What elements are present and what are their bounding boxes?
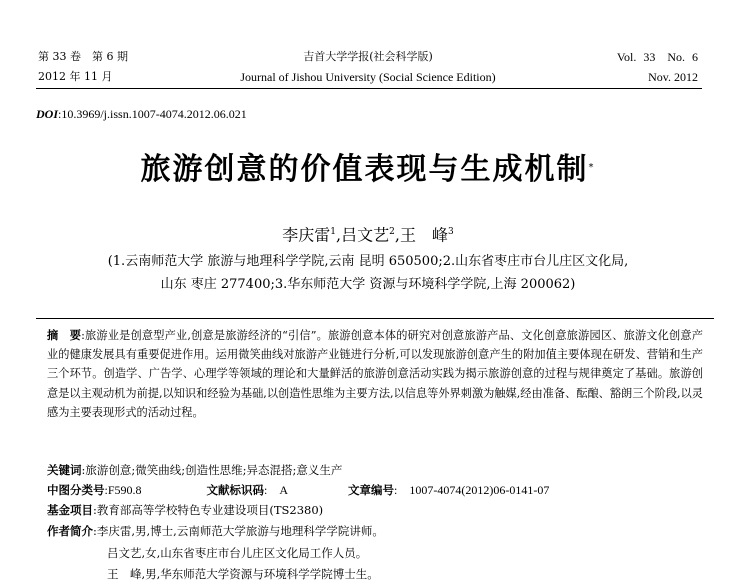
header-rule bbox=[36, 88, 702, 89]
author-name: 李庆雷 bbox=[282, 225, 331, 245]
volume-issue-en: Vol. 33 No. 6 bbox=[616, 50, 698, 64]
author-name: 吕文艺 bbox=[341, 225, 390, 245]
title-footnote-mark: * bbox=[588, 162, 596, 173]
paper-title-text: 旅游创意的价值表现与生成机制 bbox=[140, 152, 589, 187]
keywords-label: 关键词 bbox=[47, 463, 82, 477]
journal-name-en: Journal of Jishou University (Social Science Edition) bbox=[240, 70, 496, 84]
author-bio-3: 王 峰,男,华东师范大学资源与环境科学学院博士生。 bbox=[107, 567, 379, 581]
classification-line bbox=[47, 482, 549, 498]
article-number-value: : 1007-4074(2012)06-0141-07 bbox=[394, 483, 550, 497]
abstract-label: 摘 要 bbox=[47, 329, 82, 342]
doc-code-label: 文献标识码 bbox=[206, 483, 265, 497]
doc-code-value: : A bbox=[264, 483, 289, 497]
fund-text: :教育部高等学校特色专业建设项目(TS2380) bbox=[93, 503, 324, 517]
volume-issue-cn: 第 33 卷 第 6 期 bbox=[38, 50, 128, 63]
abstract bbox=[47, 326, 703, 422]
keywords-text: :旅游创意;微笑曲线;创造性思维;异态混搭;意义生产 bbox=[81, 463, 343, 477]
date-en: Nov. 2012 bbox=[648, 70, 698, 84]
fund-label: 基金项目 bbox=[47, 503, 93, 517]
keywords bbox=[47, 462, 342, 478]
author-affiliation-mark: 1 bbox=[330, 227, 337, 237]
paper-title bbox=[0, 150, 736, 190]
affiliations-line-2: 山东 枣庄 277400;3.华东师范大学 资源与环境科学学院,上海 200062) bbox=[160, 277, 576, 292]
clc-label: 中图分类号 bbox=[47, 483, 105, 497]
affiliations-line-1: (1.云南师范大学 旅游与地理科学学院,云南 昆明 650500;2.山东省枣庄市台儿庄区文化局, bbox=[107, 254, 629, 269]
fund-project bbox=[47, 502, 323, 518]
bios-label: 作者简介 bbox=[47, 524, 93, 538]
doi-value: :10.3969/j.issn.1007-4074.2012.06.021 bbox=[58, 107, 247, 121]
doi-label: DOI bbox=[36, 107, 59, 121]
author-name: 王 峰 bbox=[399, 225, 448, 245]
abstract-rule bbox=[36, 318, 714, 319]
bio-text: :李庆雷,男,博士,云南师范大学旅游与地理科学学院讲师。 bbox=[93, 524, 384, 538]
article-number-label: 文章编号 bbox=[348, 483, 395, 497]
author-list: 李庆雷$^1$,吕文艺$^2$,王 峰$^3$ bbox=[282, 225, 454, 245]
journal-name-cn: 吉首大学学报(社会科学版) bbox=[303, 50, 433, 63]
author-bio-1 bbox=[47, 523, 384, 539]
author-affiliation-mark: 2 bbox=[389, 227, 395, 237]
doi-line bbox=[36, 107, 247, 122]
clc-value: :F590.8 bbox=[104, 483, 142, 497]
author-bio-2: 吕文艺,女,山东省枣庄市台儿庄区文化局工作人员。 bbox=[107, 546, 368, 560]
abstract-text: :旅游业是创意型产业,创意是旅游经济的“引信”。旅游创意本体的研究对创意旅游产品、文化创意旅游园区、旅游文化创意产业的健康发展具有重要促进作用。运用微笑曲线对旅游产业链进行分析,可以发现旅游创意产生的附加值主要体现在研发、营销和生产三个环节。创造学、广告学、心理学等领域的理论和大量鲜活的旅游创意活动实践为揭示旅游创意的过程与规律奠定了基础。旅游创意是以主观动机为前提,以知识和经验为基础,以创造性思维为主要方法,以信息等外界刺激为触媒,经由准备、酝酿、豁朗三个阶段,以灵感为主要表现形式的活动过程。 bbox=[47, 329, 703, 419]
date-cn: 2012 年 11 月 bbox=[38, 70, 113, 83]
author-affiliation-mark: 3 bbox=[447, 227, 454, 237]
